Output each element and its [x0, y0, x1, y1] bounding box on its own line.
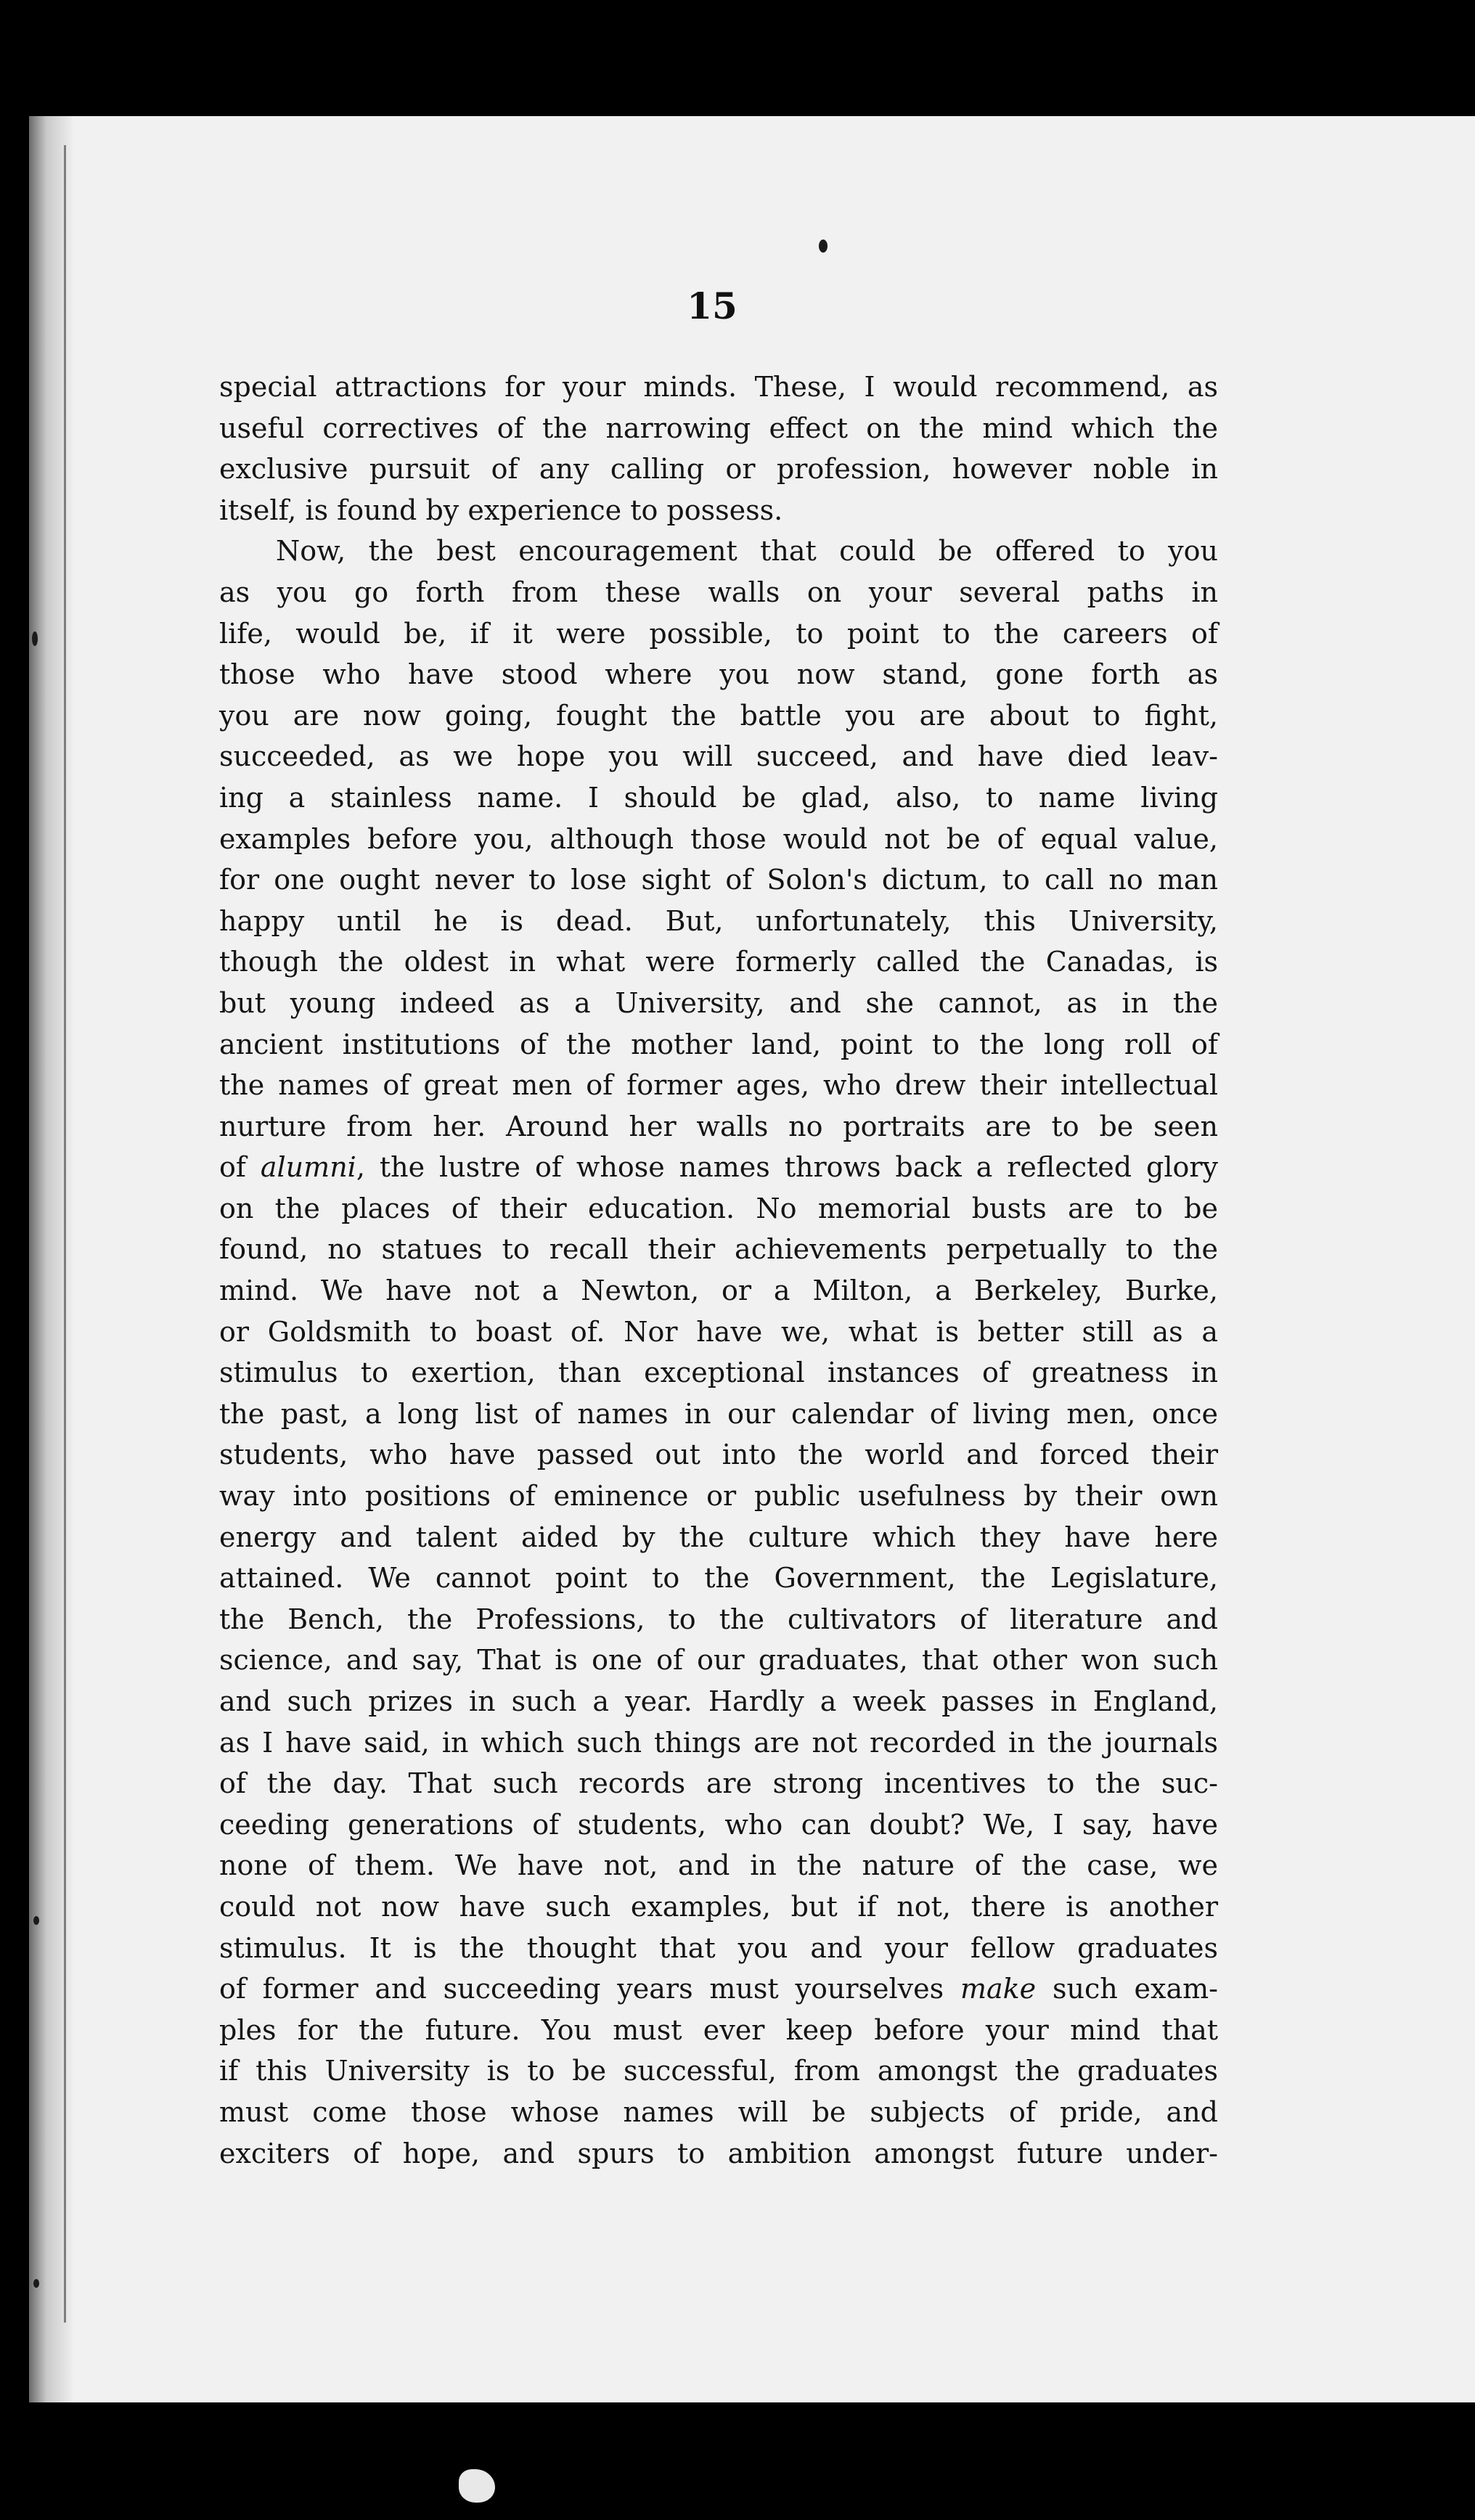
text-line: useful correctives of the narrowing effect on the mind which the [219, 412, 1218, 444]
text-line: as I have said, in which such things are not recorded in the journals [219, 1726, 1218, 1759]
text-line: stimulus. It is the thought that you and your fellow graduates [219, 1931, 1218, 1964]
text-line: attained. We cannot point to the Government, the Legislature, [219, 1562, 1218, 1595]
text-line: if this University is to be successful, from amongst the graduates [219, 2055, 1218, 2087]
text-line: those who have stood where you now stand, gone forth as [219, 658, 1218, 691]
text-line: happy until he is dead. But, unfortunately, this University, [219, 904, 1218, 937]
text-segment: of former and succeeding years must yourselves [219, 1973, 960, 2005]
italic-word: alumni [260, 1151, 356, 1184]
body-text [219, 367, 1218, 2174]
page-gutter-line [64, 145, 66, 2323]
text-line: way into positions of eminence or public usefulness by their own [219, 1480, 1218, 1513]
text-line: the past, a long list of names in our calendar of living men, once [219, 1397, 1218, 1430]
text-line: or Goldsmith to boast of. Nor have we, what is better still as a [219, 1315, 1218, 1348]
text-line: you are now going, fought the battle you are about to fight, [219, 699, 1218, 732]
text-line: life, would be, if it were possible, to point to the careers of [219, 617, 1218, 650]
text-line: on the places of their education. No memorial busts are to be [219, 1192, 1218, 1224]
text-line: could not now have such examples, but if not, there is another [219, 1890, 1218, 1923]
text-line: for one ought never to lose sight of Solon's dictum, to call no man [219, 864, 1218, 896]
text-line [219, 1147, 1218, 1188]
italic-word: make [960, 1973, 1037, 2005]
text-line: the names of great men of former ages, who drew their intellectual [219, 1069, 1218, 1102]
ink-speck [819, 240, 828, 253]
text-line: of the day. That such records are strong incentives to the suc- [219, 1767, 1218, 1800]
text-line: mind. We have not a Newton, or a Milton, a Berkeley, Burke, [219, 1275, 1218, 1307]
text-line: must come those whose names will be subjects of pride, and [219, 2095, 1218, 2128]
text-line: energy and talent aided by the culture which they have here [219, 1521, 1218, 1553]
text-line: succeeded, as we hope you will succeed, and have died leav- [219, 740, 1218, 773]
text-line: itself, is found by experience to possess. [219, 494, 783, 526]
page-gutter-shadow [29, 116, 73, 2402]
text-line: none of them. We have not, and in the nature of the case, we [219, 1849, 1218, 1882]
text-line: as you go forth from these walls on your several paths in [219, 576, 1218, 608]
text-line: ancient institutions of the mother land, point to the long roll of [219, 1028, 1218, 1060]
text-line: ing a stainless name. I should be glad, also, to name living [219, 781, 1218, 814]
ink-speck [33, 1916, 39, 1925]
text-line: Now, the best encouragement that could be offered to you [276, 535, 1218, 568]
text-line [219, 1968, 1218, 2010]
text-line: science, and say, That is one of our graduates, that other won such [219, 1644, 1218, 1677]
text-line: exclusive pursuit of any calling or profession, however noble in [219, 453, 1218, 486]
text-line: but young indeed as a University, and she cannot, as in the [219, 986, 1218, 1019]
text-segment: such exam- [1036, 1973, 1218, 2005]
text-line: examples before you, although those would not be of equal value, [219, 822, 1218, 855]
text-line: though the oldest in what were formerly called the Canadas, is [219, 946, 1218, 978]
text-line: stimulus to exertion, than exceptional instances of greatness in [219, 1357, 1218, 1389]
page-number: 15 [687, 285, 738, 327]
text-line: ples for the future. You must ever keep before your mind that [219, 2013, 1218, 2046]
text-line: ceeding generations of students, who can doubt? We, I say, have [219, 1808, 1218, 1841]
text-line: the Bench, the Professions, to the cultivators of literature and [219, 1603, 1218, 1635]
text-line: students, who have passed out into the world and forced their [219, 1439, 1218, 1471]
ink-speck [32, 631, 38, 646]
text-segment: of [219, 1151, 261, 1184]
text-line: found, no statues to recall their achievements perpetually to the [219, 1233, 1218, 1266]
text-line: and such prizes in such a year. Hardly a week passes in England, [219, 1685, 1218, 1717]
text-line: exciters of hope, and spurs to ambition amongst future under- [219, 2137, 1218, 2169]
text-line: nurture from her. Around her walls no portraits are to be seen [219, 1110, 1218, 1142]
text-segment: , the lustre of whose names throws back a reflected glory [356, 1151, 1218, 1184]
ink-speck [33, 2279, 39, 2288]
text-line: special attractions for your minds. These, I would recommend, as [219, 371, 1218, 403]
scan-artifact [459, 2469, 495, 2503]
